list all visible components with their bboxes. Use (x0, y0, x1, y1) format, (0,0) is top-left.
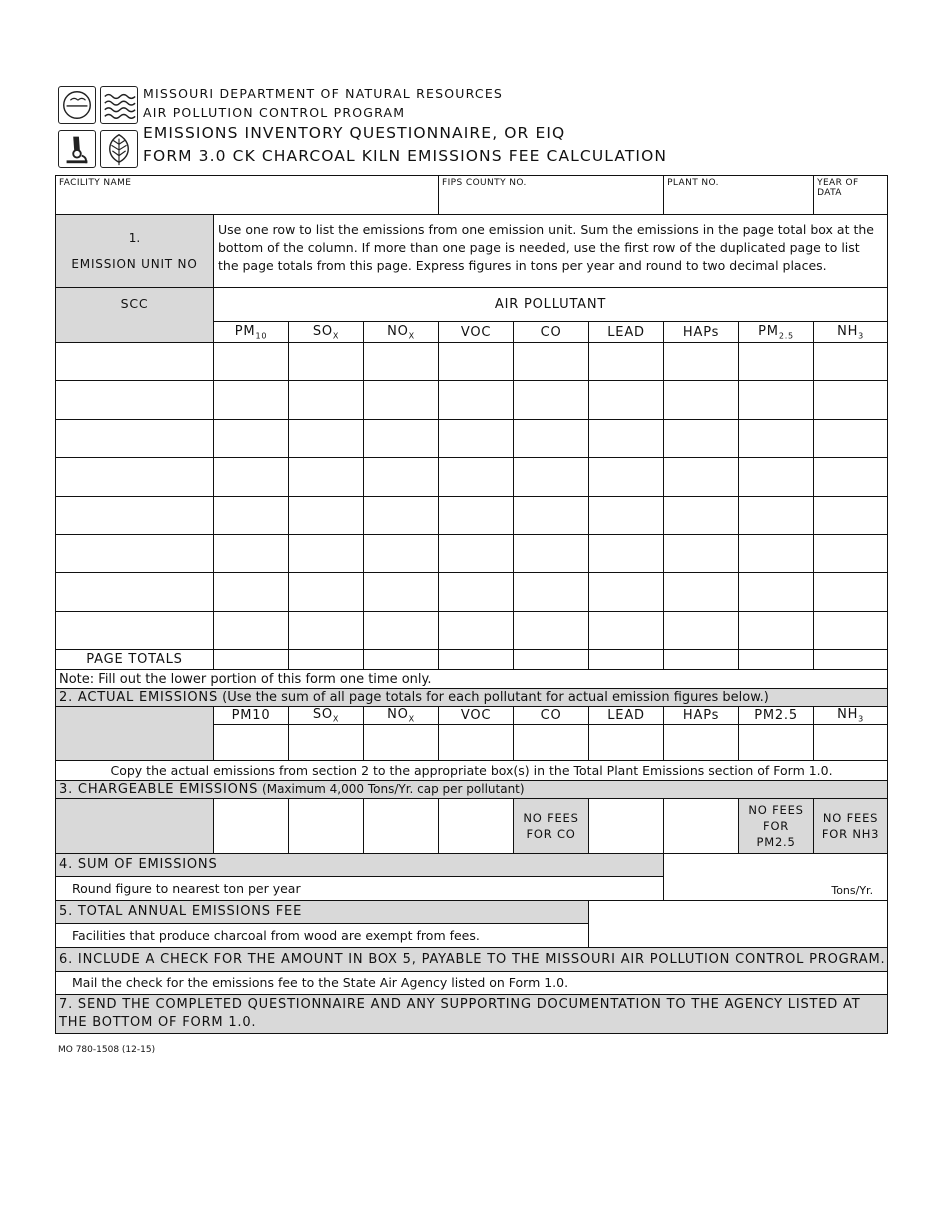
pollutant-value-input[interactable] (439, 458, 514, 496)
emission-unit-row (56, 573, 888, 611)
air-pollutant-header: AIR POLLUTANT (214, 288, 888, 322)
chargeable-voc-input[interactable] (439, 798, 514, 853)
pollutant-value-input[interactable] (739, 419, 814, 457)
pollutant-name: PM (758, 323, 779, 339)
pollutant-value-input[interactable] (814, 458, 888, 496)
sum-of-emissions-input[interactable] (664, 853, 888, 900)
scc-input[interactable] (56, 496, 214, 534)
form-subtitle: FORM 3.0 CK CHARCOAL KILN EMISSIONS FEE CALCULATION (143, 147, 668, 165)
pollutant-value-input[interactable] (439, 573, 514, 611)
tons-per-year-unit: Tons/Yr. (831, 883, 874, 897)
emission-unit-row (56, 496, 888, 534)
plant-no-field[interactable] (664, 176, 814, 215)
pollutant-name: LEAD (607, 707, 645, 723)
pollutant-value-input[interactable] (664, 573, 739, 611)
scc-input[interactable] (56, 419, 214, 457)
dnr-logo-group (58, 86, 140, 168)
section5-note: Facilities that produce charcoal from wood are exempt from fees. (56, 923, 589, 947)
scc-input[interactable] (56, 534, 214, 572)
no-fees-co-line1: NO FEES (523, 810, 579, 825)
pollutant-value-input[interactable] (739, 534, 814, 572)
page-total-input[interactable] (439, 650, 514, 670)
form-title: EMISSIONS INVENTORY QUESTIONNAIRE, OR EIQ (143, 124, 566, 142)
actual-emission-input[interactable] (814, 724, 888, 760)
pollutant-value-input[interactable] (739, 381, 814, 419)
no-fees-nh3-line1: NO FEES (822, 810, 879, 825)
pollutant-name: SO (312, 707, 333, 723)
chargeable-nox-input[interactable] (364, 798, 439, 853)
section3-title-text: 3. CHARGEABLE EMISSIONS (59, 781, 259, 797)
form-header (58, 84, 888, 170)
facility-name-label: FACILITY NAME (59, 178, 132, 188)
scc-input[interactable] (56, 611, 214, 649)
fee-calculation-form (55, 175, 888, 1034)
emission-unit-header (56, 215, 214, 288)
pollutant-value-input[interactable] (814, 496, 888, 534)
microscope-icon (58, 130, 96, 168)
page-total-input[interactable] (364, 650, 439, 670)
pollutant-value-input[interactable] (814, 381, 888, 419)
pollutant-name: VOC (460, 707, 492, 723)
pollutant-value-input[interactable] (814, 419, 888, 457)
pollutant-value-input[interactable] (589, 573, 664, 611)
pollutant-value-input[interactable] (364, 458, 439, 496)
pollutant-name: NO (387, 323, 409, 339)
pollutant-value-input[interactable] (589, 419, 664, 457)
header-text (143, 84, 667, 168)
total-fee-input[interactable] (589, 900, 888, 947)
section4-note: Round figure to nearest ton per year (56, 876, 664, 900)
no-fees-pm25-line2: FOR (763, 818, 790, 833)
pollutant-subscript: 10 (255, 331, 268, 341)
pollutant-value-input[interactable] (289, 419, 364, 457)
page-total-input[interactable] (289, 650, 364, 670)
pollutant-value-input[interactable] (814, 343, 888, 381)
page-total-input[interactable] (214, 650, 289, 670)
pollutant-value-input[interactable] (589, 496, 664, 534)
pollutant-value-input[interactable] (514, 458, 589, 496)
pollutant-value-input[interactable] (514, 573, 589, 611)
pollutant-value-input[interactable] (664, 534, 739, 572)
actual-pollutant-header-6 (664, 707, 739, 725)
pollutant-value-input[interactable] (439, 611, 514, 649)
pollutant-value-input[interactable] (289, 458, 364, 496)
actual-emission-input[interactable] (664, 724, 739, 760)
pollutant-value-input[interactable] (589, 458, 664, 496)
pollutant-name: CO (540, 324, 562, 340)
pollutant-value-input[interactable] (664, 496, 739, 534)
chargeable-gray-cell (56, 798, 214, 853)
pollutant-name: CO (540, 707, 562, 723)
no-fees-co (514, 798, 589, 853)
note-one-time: Note: Fill out the lower portion of this form one time only. (56, 670, 888, 689)
page-totals-label: PAGE TOTALS (56, 650, 214, 670)
chargeable-sox-input[interactable] (289, 798, 364, 853)
section4-title: 4. SUM OF EMISSIONS (56, 853, 664, 876)
pollutant-header-2 (364, 322, 439, 343)
pollutant-value-input[interactable] (214, 534, 289, 572)
pollutant-value-input[interactable] (289, 611, 364, 649)
copy-instruction: Copy the actual emissions from section 2 to the appropriate box(s) in the Total Plant Emissions section of Form 1.0. (56, 760, 888, 780)
pollutant-name: LEAD (607, 324, 645, 340)
emission-unit-label: EMISSION UNIT NO (71, 257, 198, 271)
page-total-input[interactable] (739, 650, 814, 670)
chargeable-pm10-input[interactable] (214, 798, 289, 853)
actual-pollutant-header-1 (289, 707, 364, 725)
actual-pollutant-header-2 (364, 707, 439, 725)
section6-title: 6. INCLUDE A CHECK FOR THE AMOUNT IN BOX 5, PAYABLE TO THE MISSOURI AIR POLLUTION CONTROL PROGRAM. (56, 947, 888, 971)
actual-emissions-header-row (56, 707, 888, 725)
pollutant-subscript: 3 (858, 331, 865, 341)
section3-title-detail: (Maximum 4,000 Tons/Yr. cap per pollutant) (258, 781, 525, 796)
actual-emission-input[interactable] (214, 724, 289, 760)
pollutant-name: SO (312, 323, 333, 339)
pollutant-value-input[interactable] (589, 343, 664, 381)
pollutant-subscript: X (332, 331, 340, 341)
emission-unit-rows (56, 343, 888, 650)
pollutant-value-input[interactable] (814, 573, 888, 611)
pollutant-name: NO (387, 707, 409, 723)
pollutant-value-input[interactable] (439, 496, 514, 534)
actual-emission-input[interactable] (739, 724, 814, 760)
page-total-input[interactable] (589, 650, 664, 670)
pollutant-value-input[interactable] (589, 381, 664, 419)
pollutant-value-input[interactable] (664, 611, 739, 649)
sky-bird-icon (58, 86, 96, 124)
pollutant-value-input[interactable] (514, 534, 589, 572)
pollutant-header-8 (814, 322, 888, 343)
pollutant-value-input[interactable] (739, 343, 814, 381)
pollutant-value-input[interactable] (289, 343, 364, 381)
pollutant-value-input[interactable] (439, 381, 514, 419)
water-waves-icon (100, 86, 138, 124)
pollutant-value-input[interactable] (364, 573, 439, 611)
pollutant-subscript: X (332, 714, 340, 724)
actual-emission-input[interactable] (439, 724, 514, 760)
section2-title (56, 689, 888, 707)
pollutant-value-input[interactable] (289, 381, 364, 419)
pollutant-value-input[interactable] (739, 611, 814, 649)
pollutant-value-input[interactable] (664, 381, 739, 419)
pollutant-value-input[interactable] (439, 419, 514, 457)
fips-county-label: FIPS COUNTY NO. (442, 178, 527, 188)
pollutant-value-input[interactable] (514, 343, 589, 381)
actual-emission-input[interactable] (364, 724, 439, 760)
pollutant-name: NH (837, 323, 859, 339)
section7-title: 7. SEND THE COMPLETED QUESTIONNAIRE AND ANY SUPPORTING DOCUMENTATION TO THE AGENCY LISTED AT THE BOTTOM OF FORM 1.0. (56, 994, 888, 1033)
chargeable-lead-input[interactable] (589, 798, 664, 853)
pollutant-value-input[interactable] (214, 573, 289, 611)
pollutant-name: HAPs (682, 707, 720, 723)
pollutant-value-input[interactable] (739, 573, 814, 611)
year-of-data-field[interactable] (814, 176, 888, 215)
facility-name-field[interactable] (56, 176, 439, 215)
pollutant-name: PM (234, 323, 256, 339)
emission-unit-row (56, 419, 888, 457)
pollutant-value-input[interactable] (739, 496, 814, 534)
pollutant-value-input[interactable] (514, 496, 589, 534)
pollutant-value-input[interactable] (814, 534, 888, 572)
pollutant-value-input[interactable] (289, 496, 364, 534)
actual-pollutant-header-3 (439, 707, 514, 725)
pollutant-subscript: 3 (858, 714, 865, 724)
pollutant-value-input[interactable] (664, 419, 739, 457)
section1-instructions: Use one row to list the emissions from one emission unit. Sum the emissions in the page total box at the bottom of the column. If more than one page is needed, use the first row of the duplicated page to list the page totals from this page. Express figures in tons per year and round to two decimal places. (214, 215, 888, 288)
plant-no-label: PLANT NO. (667, 178, 719, 188)
pollutant-value-input[interactable] (514, 381, 589, 419)
pollutant-value-input[interactable] (364, 534, 439, 572)
pollutant-subscript: X (408, 331, 415, 341)
pollutant-value-input[interactable] (439, 534, 514, 572)
fips-county-field[interactable] (439, 176, 664, 215)
section2-title-detail: (Use the sum of all page totals for each pollutant for actual emission figures below.) (218, 690, 769, 706)
actual-pollutant-header-5 (589, 707, 664, 725)
pollutant-header-0 (214, 322, 289, 343)
section3-title (56, 780, 888, 798)
pollutant-value-input[interactable] (664, 343, 739, 381)
pollutant-header-1 (289, 322, 364, 343)
page-total-input[interactable] (514, 650, 589, 670)
pollutant-value-input[interactable] (739, 458, 814, 496)
no-fees-pm25-line1: NO FEES (748, 802, 804, 817)
section6-note: Mail the check for the emissions fee to the State Air Agency listed on Form 1.0. (56, 971, 888, 994)
no-fees-pm25-line3: PM2.5 (756, 834, 796, 849)
no-fees-co-line2: FOR CO (526, 826, 576, 841)
pollutant-subscript: 2.5 (778, 331, 794, 341)
department-name: MISSOURI DEPARTMENT OF NATURAL RESOURCES (143, 86, 504, 101)
year-of-data-label: YEAR OF DATA (817, 178, 859, 198)
pollutant-name: HAPs (682, 324, 720, 340)
pollutant-value-input[interactable] (364, 496, 439, 534)
pollutant-value-input[interactable] (364, 611, 439, 649)
pollutant-value-input[interactable] (214, 458, 289, 496)
scc-input[interactable] (56, 381, 214, 419)
scc-input[interactable] (56, 343, 214, 381)
pollutant-value-input[interactable] (214, 611, 289, 649)
pollutant-value-input[interactable] (364, 419, 439, 457)
actual-emission-input[interactable] (514, 724, 589, 760)
pollutant-header-5 (589, 322, 664, 343)
emission-unit-row (56, 343, 888, 381)
page-total-input[interactable] (814, 650, 888, 670)
no-fees-nh3-line2: FOR NH3 (821, 826, 880, 841)
pollutant-value-input[interactable] (364, 343, 439, 381)
scc-input[interactable] (56, 458, 214, 496)
emission-unit-row (56, 534, 888, 572)
pollutant-value-input[interactable] (439, 343, 514, 381)
pollutant-name: PM2.5 (754, 707, 798, 723)
actual-emission-input[interactable] (589, 724, 664, 760)
pollutant-value-input[interactable] (289, 534, 364, 572)
section1-number: 1. (128, 231, 141, 245)
emission-unit-row (56, 381, 888, 419)
pollutant-header-6 (664, 322, 739, 343)
form-number: MO 780-1508 (12-15) (58, 1045, 156, 1055)
actual-emissions-gray-cell (56, 707, 214, 761)
chargeable-haps-input[interactable] (664, 798, 739, 853)
pollutant-value-input[interactable] (664, 458, 739, 496)
pollutant-value-input[interactable] (589, 611, 664, 649)
page-totals-row (56, 650, 888, 670)
emission-unit-row (56, 611, 888, 649)
scc-header: SCC (56, 288, 214, 343)
actual-pollutant-header-8 (814, 707, 888, 725)
pollutant-name: NH (837, 707, 859, 723)
pollutant-value-input[interactable] (214, 419, 289, 457)
section2-title-text: 2. ACTUAL EMISSIONS (59, 690, 219, 706)
page-total-input[interactable] (664, 650, 739, 670)
pollutant-header-3 (439, 322, 514, 343)
actual-emission-input[interactable] (289, 724, 364, 760)
pollutant-value-input[interactable] (514, 611, 589, 649)
actual-pollutant-header-0 (214, 707, 289, 725)
pollutant-value-input[interactable] (514, 419, 589, 457)
pollutant-value-input[interactable] (814, 611, 888, 649)
no-fees-pm25 (739, 798, 814, 853)
pollutant-subscript: X (408, 714, 415, 724)
actual-pollutant-header-7 (739, 707, 814, 725)
pollutant-header-4 (514, 322, 589, 343)
actual-pollutant-header-4 (514, 707, 589, 725)
emission-unit-row (56, 458, 888, 496)
program-name: AIR POLLUTION CONTROL PROGRAM (143, 105, 406, 120)
pollutant-value-input[interactable] (214, 381, 289, 419)
section5-title: 5. TOTAL ANNUAL EMISSIONS FEE (56, 900, 589, 923)
scc-input[interactable] (56, 573, 214, 611)
pollutant-value-input[interactable] (364, 381, 439, 419)
pollutant-value-input[interactable] (214, 343, 289, 381)
pollutant-value-input[interactable] (589, 534, 664, 572)
no-fees-nh3 (814, 798, 888, 853)
pollutant-name: PM10 (231, 707, 271, 723)
leaf-icon (100, 130, 138, 168)
pollutant-value-input[interactable] (214, 496, 289, 534)
pollutant-value-input[interactable] (289, 573, 364, 611)
pollutant-name: VOC (460, 324, 492, 340)
pollutant-header-7 (739, 322, 814, 343)
